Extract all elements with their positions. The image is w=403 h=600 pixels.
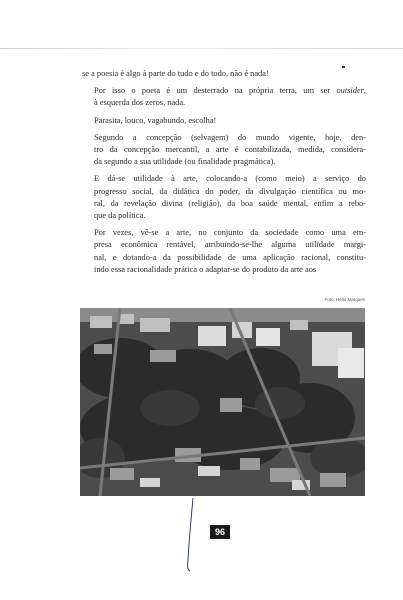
paragraph (82, 227, 366, 276)
body-text (82, 68, 366, 281)
aerial-city-photo (80, 308, 365, 496)
text-line: indo essa racionalidade prática o adaptar-se do produto da arte aos (94, 264, 317, 274)
text-line: Segundo a concepção (selvagem) do mundo vigente, hoje, den- (94, 132, 366, 142)
paragraph (82, 85, 366, 109)
paragraph (82, 132, 366, 169)
text-line: presa econômica rentável, atribuindo-se-lhe alguma utilidade margi- (94, 240, 366, 250)
text-line: progresso social, da didática do poder, da divulgação científica ou mo- (94, 186, 366, 196)
text-line: que da política. (94, 211, 146, 221)
photo-credit: Foto: Hélio Marques (324, 297, 365, 302)
paragraph (82, 173, 366, 222)
text-line: Por vezes, vê-se a arte, no conjunto da sociedade como uma em- (94, 228, 366, 238)
text-line: da segundo a sua utilidade (ou finalidade pragmática). (94, 157, 276, 167)
text-line: ral, da revelação divina (religião), da boa saúde mental, enfim a rebo- (94, 198, 366, 208)
text-line: tro da concepção mercantil, a arte é contabilizada, medida, considera- (94, 145, 366, 155)
text-line: nal, e dotando-a da possibilidade de uma aplicação racional, constitu- (94, 252, 366, 262)
text-line: E dá-se utilidade à arte, colocando-a (como meio) a serviço do (94, 174, 366, 184)
paragraph (82, 68, 366, 80)
text-line: à esquerda dos zeros, nada. (94, 98, 186, 108)
text-line: se a poesia é algo à parte do tudo e do todo, não é nada! (82, 69, 269, 78)
scan-edge-line (0, 48, 403, 49)
paragraph (82, 115, 366, 127)
page-number: 96 (210, 525, 230, 539)
text-line: Parasita, louco, vagabundo, escolha! (94, 115, 217, 125)
text-line: Por isso o poeta é um desterrado na própria terra, um ser outsider, (94, 86, 366, 96)
